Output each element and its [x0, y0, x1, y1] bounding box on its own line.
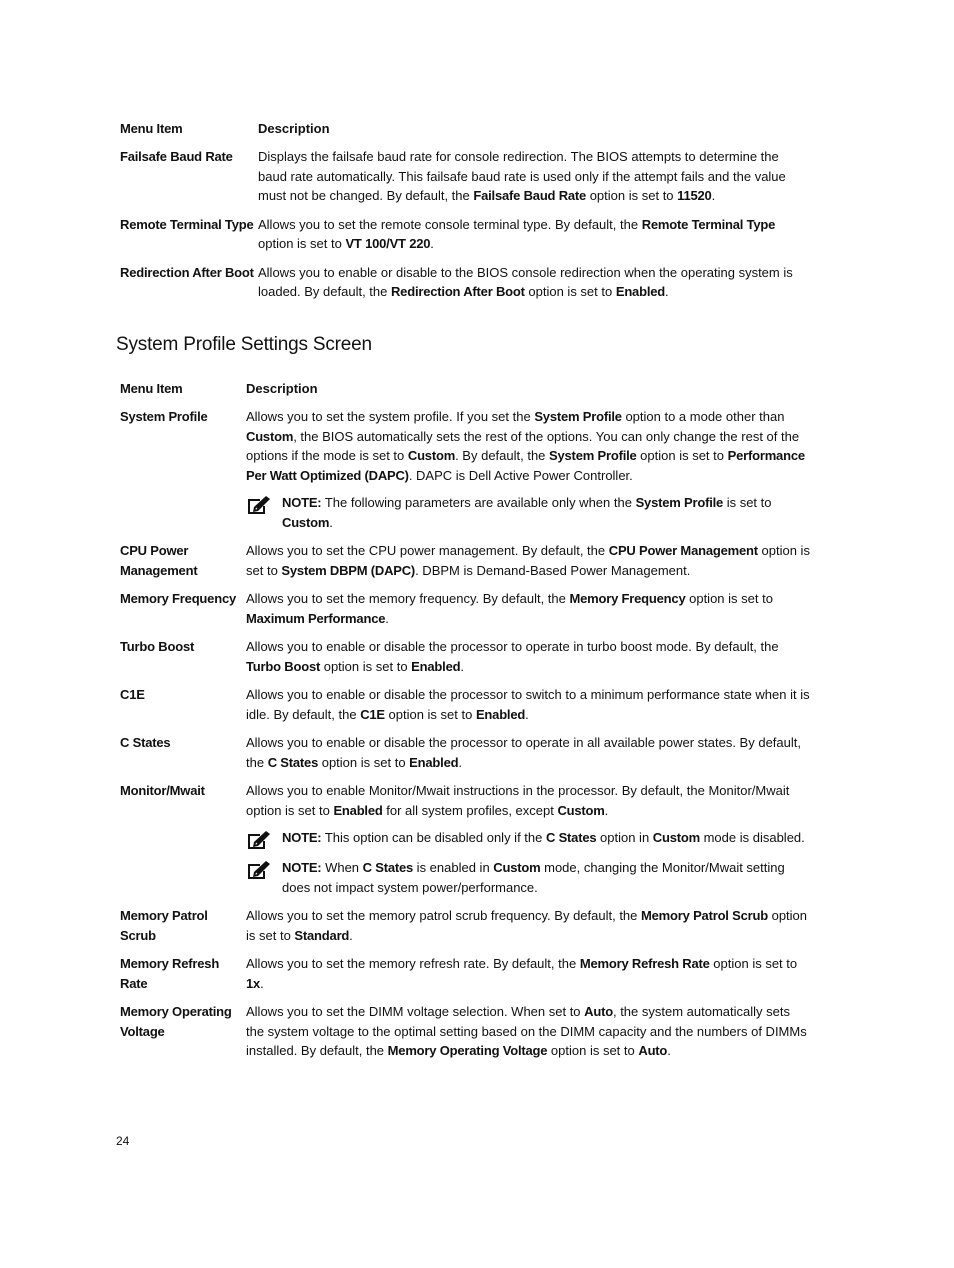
- menu-item-description: [246, 954, 810, 993]
- description-paragraph: [246, 1002, 810, 1061]
- table-row: [120, 685, 810, 724]
- table-row: [120, 407, 810, 532]
- body-text: option is set to: [384, 706, 476, 722]
- body-text: option is set to: [685, 591, 773, 606]
- emphasis-text: Performance Per Watt Optimized (DAPC): [246, 448, 805, 483]
- description-paragraph: [246, 906, 810, 945]
- description-paragraph: [258, 147, 810, 206]
- body-text: for all system profiles, except: [382, 802, 558, 818]
- menu-item-name: Memory Operating Voltage: [120, 1004, 232, 1039]
- emphasis-text: CPU Power Management: [608, 543, 758, 558]
- body-text: .: [711, 188, 716, 203]
- emphasis-text: Custom: [246, 428, 294, 444]
- menu-item-description: [258, 263, 810, 302]
- body-text: Allows you to enable or disable to the BIOS console redirection when the operating system is loaded. By default, the: [258, 264, 793, 299]
- emphasis-text: System Profile: [635, 495, 724, 510]
- emphasis-text: Enabled: [333, 802, 383, 818]
- body-text: Allows you to set the memory refresh rate. By default, the: [246, 956, 580, 971]
- emphasis-text: System DBPM (DAPC): [281, 562, 416, 578]
- emphasis-text: Memory Operating Voltage: [387, 1043, 548, 1058]
- body-text: .: [604, 802, 609, 818]
- emphasis-text: Turbo Boost: [246, 658, 321, 674]
- body-text: . DAPC is Dell Active Power Controller.: [408, 467, 633, 483]
- body-text: Allows you to enable or disable the processor to operate in all available power states. By default, the: [246, 735, 801, 770]
- table-row: [120, 215, 810, 254]
- emphasis-text: Failsafe Baud Rate: [473, 188, 587, 203]
- menu-item-description: [246, 781, 810, 897]
- emphasis-text: Custom: [652, 830, 700, 845]
- header-description: Description: [258, 121, 330, 136]
- menu-item-description: [246, 685, 810, 724]
- description-paragraph: [246, 685, 810, 724]
- emphasis-text: Custom: [282, 514, 330, 530]
- body-text: option is set to: [320, 658, 412, 674]
- menu-item-name: Turbo Boost: [120, 639, 195, 654]
- body-text: mode is disabled.: [699, 830, 805, 845]
- menu-item-name: Memory Patrol Scrub: [120, 908, 208, 943]
- emphasis-text: Custom: [493, 860, 541, 875]
- body-text: is set to: [723, 495, 772, 510]
- emphasis-text: Custom: [557, 802, 605, 818]
- description-paragraph: [258, 215, 810, 254]
- body-text: .: [458, 754, 462, 770]
- serial-redirection-table: [120, 119, 810, 311]
- body-text: .: [260, 975, 264, 991]
- menu-item-description: [246, 637, 810, 676]
- note-pencil-icon: [246, 860, 272, 880]
- emphasis-text: 11520: [677, 188, 712, 203]
- table-row: [120, 541, 810, 580]
- emphasis-text: Enabled: [615, 284, 666, 299]
- table-row: [120, 147, 810, 206]
- header-menu-item: Menu Item: [120, 381, 183, 396]
- table-body: [120, 407, 810, 1061]
- body-text: Allows you to enable or disable the processor to operate in turbo boost mode. By default, the: [246, 639, 779, 654]
- description-paragraph: [246, 954, 810, 993]
- menu-item-description: [258, 215, 810, 254]
- body-text: Allows you to set the CPU power management. By default, the: [246, 543, 609, 558]
- body-text: option is set to: [246, 908, 808, 943]
- menu-item-description: [246, 407, 810, 532]
- body-text: option is set to: [586, 188, 678, 203]
- body-text: option is set to: [246, 543, 810, 578]
- emphasis-text: Standard: [294, 927, 350, 943]
- emphasis-text: Memory Frequency: [569, 591, 686, 606]
- description-paragraph: [246, 589, 810, 628]
- menu-item-name: Memory Refresh Rate: [120, 956, 220, 991]
- emphasis-text: VT 100/VT 220: [345, 236, 431, 251]
- body-text: .: [349, 927, 353, 943]
- menu-item-name: Redirection After Boot: [120, 264, 254, 280]
- emphasis-text: NOTE:: [282, 830, 322, 845]
- emphasis-text: Auto: [584, 1004, 613, 1019]
- body-text: is enabled in: [413, 860, 494, 875]
- body-text: .: [329, 514, 333, 530]
- table-row: [120, 954, 810, 993]
- table-row: [120, 733, 810, 772]
- body-text: Allows you to set the memory patrol scrub frequency. By default, the: [246, 908, 642, 923]
- description-paragraph: [258, 263, 810, 302]
- emphasis-text: NOTE:: [282, 860, 322, 875]
- emphasis-text: Maximum Performance: [246, 610, 386, 626]
- emphasis-text: Enabled: [475, 706, 526, 722]
- body-text: option is set to: [258, 236, 346, 251]
- description-paragraph: [246, 781, 810, 820]
- description-paragraph: [246, 541, 810, 580]
- menu-item-description: [246, 589, 810, 628]
- menu-item-name: Failsafe Baud Rate: [120, 149, 233, 164]
- emphasis-text: Memory Patrol Scrub: [641, 908, 768, 923]
- menu-item-name: C States: [120, 735, 171, 750]
- body-text: Allows you to set the system profile. If you set the: [246, 409, 535, 424]
- menu-item-description: [246, 733, 810, 772]
- note-pencil-icon: [246, 830, 272, 850]
- note-box: [246, 493, 810, 532]
- note-box: [246, 828, 810, 850]
- menu-item-name: Remote Terminal Type: [120, 216, 254, 232]
- menu-item-name: C1E: [120, 687, 145, 702]
- system-profile-table: [120, 379, 810, 1070]
- page-number: 24: [116, 1134, 130, 1148]
- table-body: [120, 147, 810, 302]
- menu-item-description: [246, 906, 810, 945]
- body-text: Allows you to enable Monitor/Mwait instructions in the processor. By default, the Monitor/Mwait option is set to: [246, 783, 790, 818]
- table-header: [120, 379, 810, 407]
- body-text: Allows you to set the memory frequency. By default, the: [246, 591, 570, 606]
- body-text: Allows you to set the DIMM voltage selection. When set to: [246, 1004, 585, 1019]
- emphasis-text: C1E: [360, 706, 385, 722]
- body-text: option is set to: [318, 754, 410, 770]
- emphasis-text: C States: [267, 754, 319, 770]
- body-text: The following parameters are available only when the: [321, 495, 636, 510]
- body-text: . By default, the: [455, 448, 550, 463]
- table-row: [120, 1002, 810, 1061]
- table-row: [120, 589, 810, 628]
- note-text: [282, 828, 810, 848]
- table-row: [120, 263, 810, 302]
- table-row: [120, 906, 810, 945]
- note-text: [282, 858, 810, 897]
- menu-item-name: Monitor/Mwait: [120, 783, 205, 798]
- menu-item-description: [246, 1002, 810, 1061]
- body-text: .: [667, 1043, 671, 1058]
- body-text: .: [460, 658, 464, 674]
- menu-item-description: [258, 147, 810, 206]
- body-text: .: [385, 610, 389, 626]
- note-box: [246, 858, 810, 897]
- description-paragraph: [246, 637, 810, 676]
- emphasis-text: Enabled: [411, 658, 461, 674]
- body-text: This option can be disabled only if the: [321, 830, 546, 845]
- note-pencil-icon: [246, 495, 272, 515]
- table-row: [120, 781, 810, 897]
- emphasis-text: NOTE:: [282, 495, 322, 510]
- body-text: Displays the failsafe baud rate for console redirection. The BIOS attempts to determine the baud rate automatically. This failsafe baud rate is used only if the attempt fails and the value must not be changed. By default, the: [258, 149, 786, 203]
- emphasis-text: C States: [362, 860, 414, 875]
- note-text: [282, 493, 810, 532]
- emphasis-text: Custom: [407, 448, 456, 463]
- emphasis-text: System Profile: [549, 448, 637, 463]
- body-text: , the BIOS automatically sets the rest of the options. You can only change the rest of the options if the mode is set to: [246, 428, 800, 463]
- emphasis-text: System Profile: [534, 409, 622, 424]
- menu-item-description: [246, 541, 810, 580]
- body-text: .: [430, 236, 434, 251]
- menu-item-name: System Profile: [120, 409, 208, 424]
- description-paragraph: [246, 407, 810, 485]
- body-text: option is set to: [547, 1043, 639, 1058]
- body-text: option to a mode other than: [621, 409, 785, 424]
- emphasis-text: Auto: [638, 1043, 668, 1058]
- body-text: , the system automatically sets the system voltage to the optimal setting based on the DIMM capacity and the numbers of DIMMs installed. By default, the: [246, 1004, 807, 1058]
- emphasis-text: Redirection After Boot: [390, 284, 525, 299]
- body-text: . DBPM is Demand-Based Power Management.: [415, 562, 691, 578]
- table-header: [120, 119, 810, 147]
- emphasis-text: Memory Refresh Rate: [579, 956, 710, 971]
- emphasis-text: C States: [545, 830, 597, 845]
- menu-item-name: Memory Frequency: [120, 591, 237, 606]
- emphasis-text: 1x: [246, 975, 261, 991]
- header-description: Description: [246, 381, 318, 396]
- body-text: Allows you to enable or disable the processor to switch to a minimum performance state when it is idle. By default, the: [246, 687, 810, 722]
- body-text: .: [525, 706, 529, 722]
- emphasis-text: Remote Terminal Type: [641, 216, 776, 232]
- section-title: System Profile Settings Screen: [116, 334, 372, 355]
- emphasis-text: Enabled: [409, 754, 459, 770]
- body-text: option is set to: [636, 448, 728, 463]
- body-text: When: [321, 860, 363, 875]
- body-text: option is set to: [524, 284, 616, 299]
- body-text: Allows you to set the remote console terminal type. By default, the: [258, 216, 642, 232]
- description-paragraph: [246, 733, 810, 772]
- body-text: mode, changing the Monitor/Mwait setting does not impact system power/performance.: [282, 860, 785, 895]
- header-menu-item: Menu Item: [120, 121, 183, 136]
- menu-item-name: CPU Power Management: [120, 543, 198, 578]
- body-text: option is set to: [709, 956, 798, 971]
- table-row: [120, 637, 810, 676]
- body-text: option in: [596, 830, 653, 845]
- body-text: .: [665, 284, 669, 299]
